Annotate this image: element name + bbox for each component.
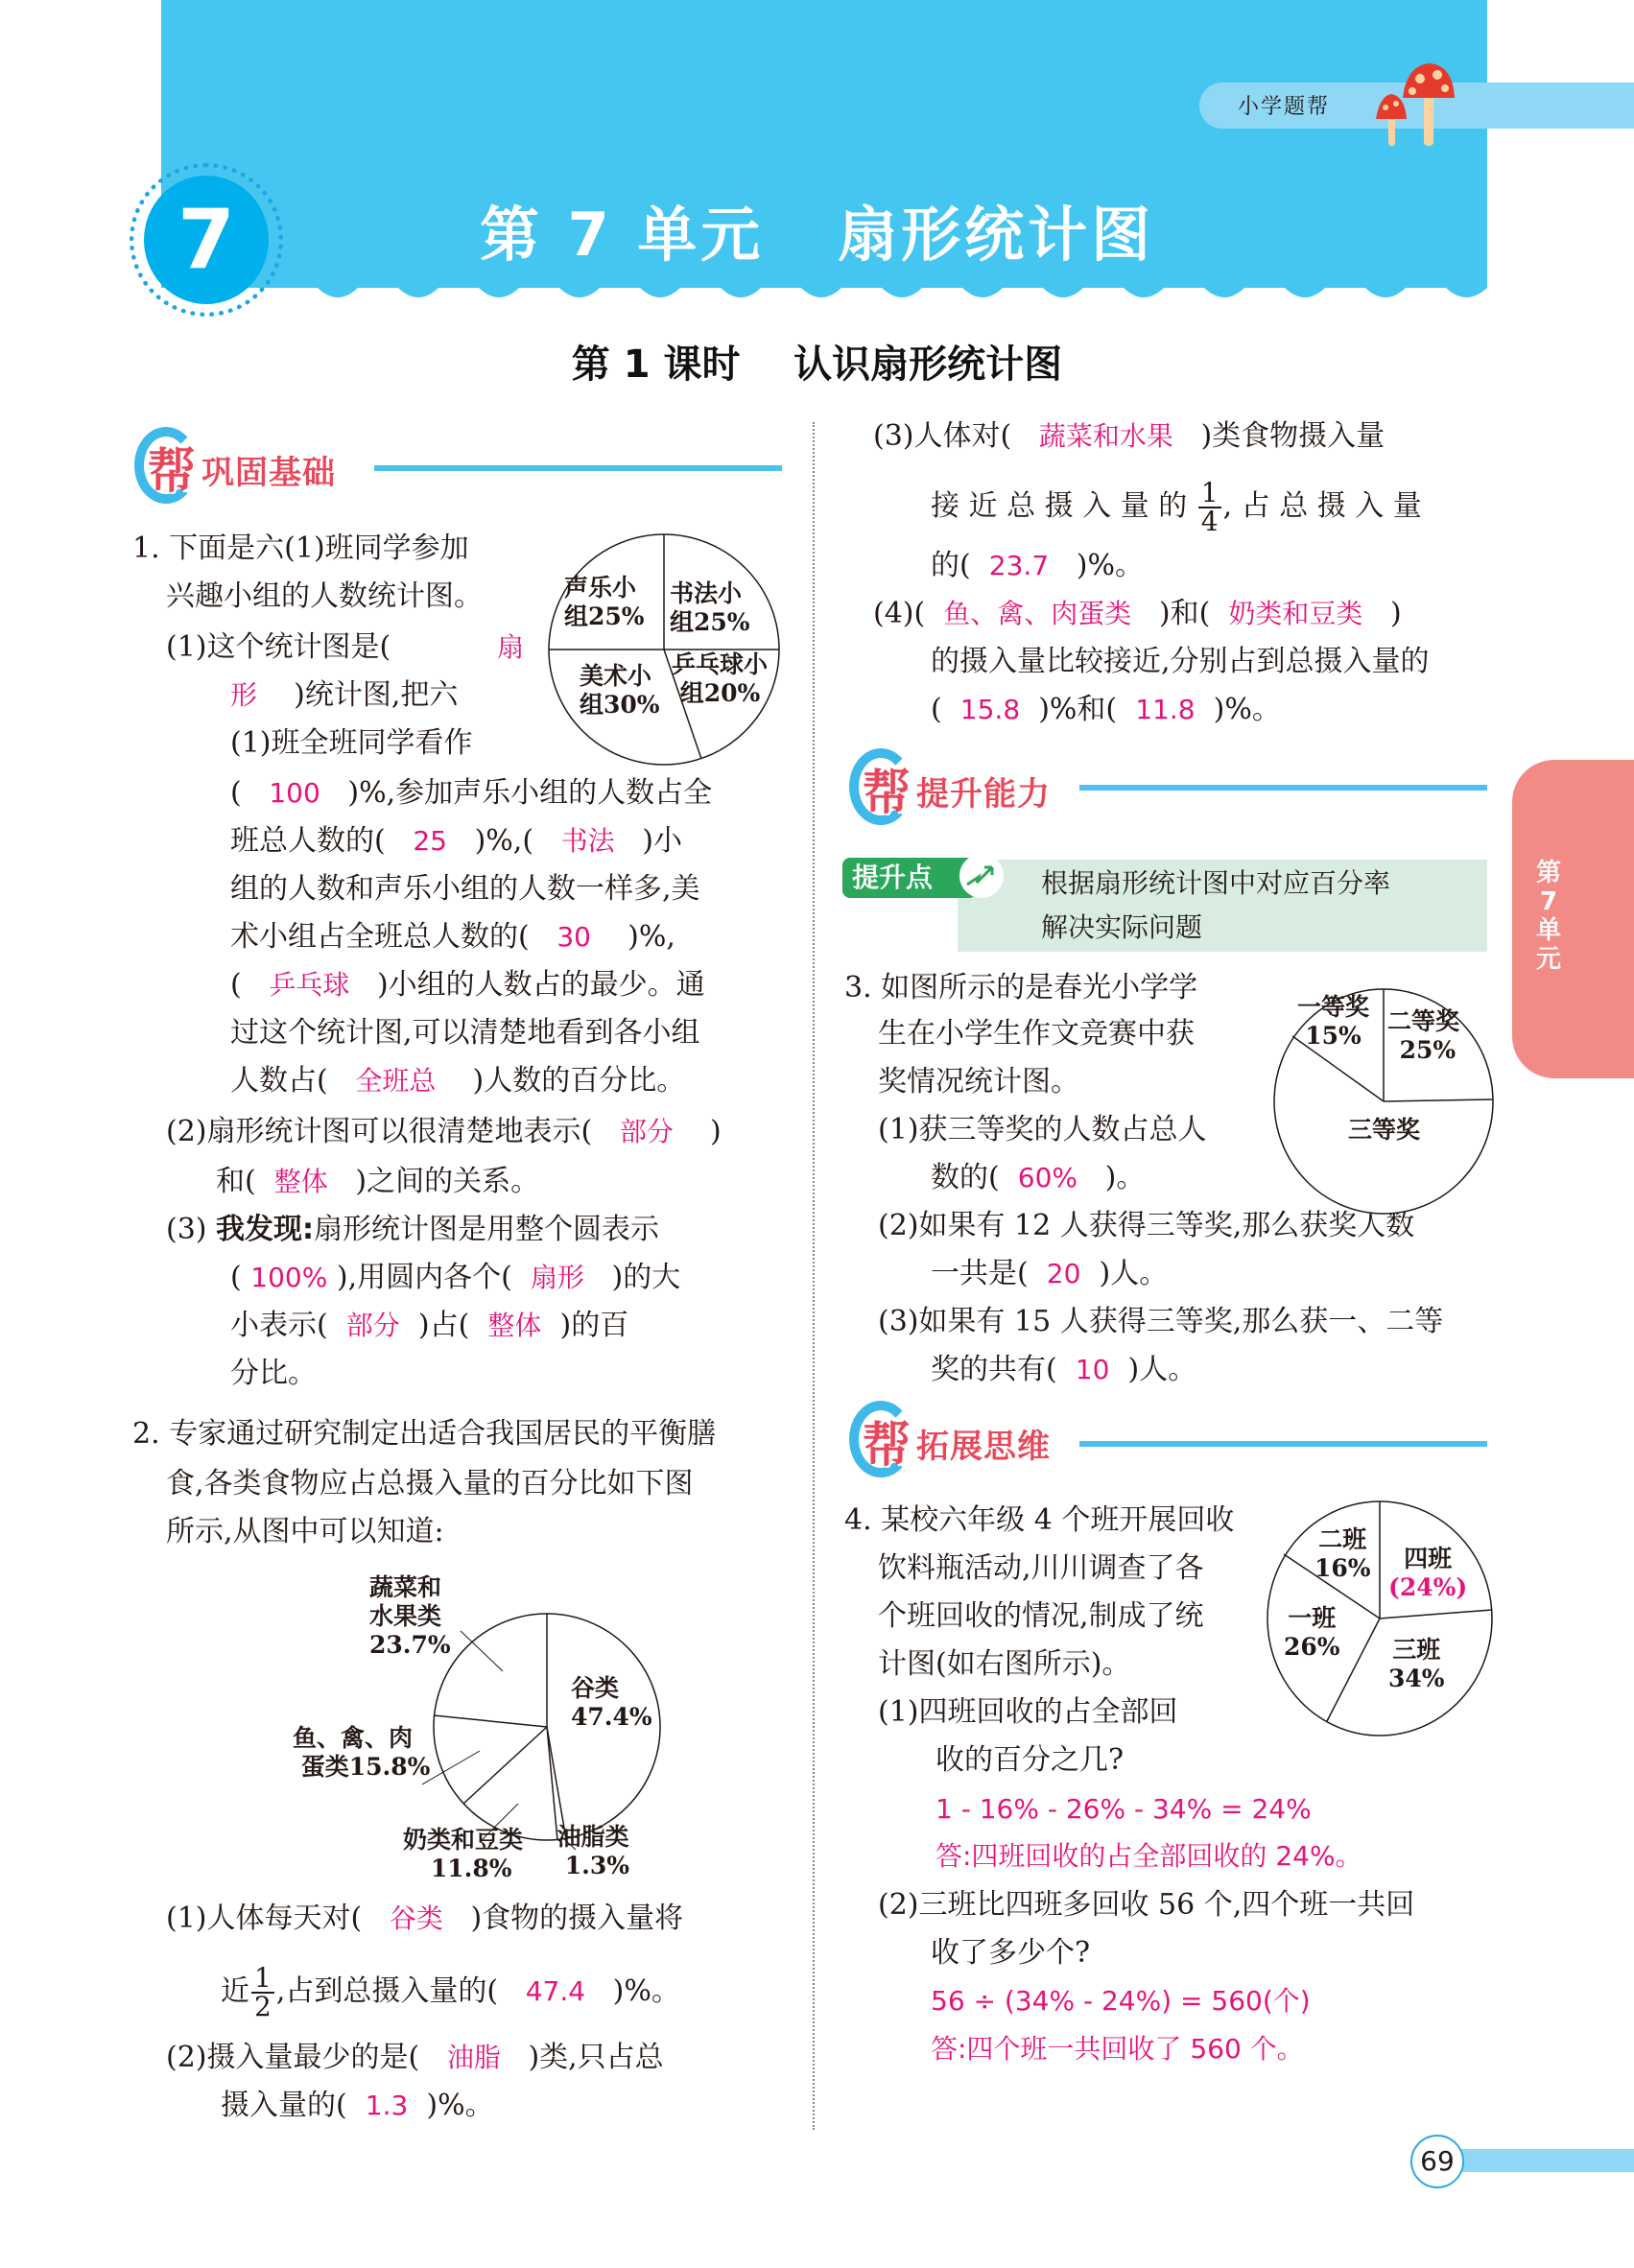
- answer-blank: 书法: [560, 825, 615, 857]
- answer-blank: 鱼、禽、肉蛋类: [943, 598, 1132, 629]
- bang-icon: 帮: [863, 1417, 911, 1473]
- section-title: 拓展思维: [916, 1428, 1051, 1466]
- q1-p2-line1: (2)扇形统计图可以很清楚地表示( 部分 ): [166, 1115, 722, 1148]
- q4-p2-line1: (2)三班比四班多回收 56 个,四个班一共回: [878, 1888, 1415, 1922]
- answer-blank: 11.8: [1135, 694, 1196, 725]
- q3-stem-line1: 3. 如图所示的是春光小学学: [844, 971, 1198, 1004]
- q2-p1-line2: 近 $\frac{1}{2}$ ,占到总摄入量的( 47.4 )%。: [221, 1962, 680, 2022]
- q1-p3-line2: ( 100% ),用圆内各个( 扇形 )的大: [230, 1261, 681, 1294]
- section-title: 提升能力: [916, 775, 1051, 814]
- answer-blank: 乒乓球: [269, 969, 350, 1001]
- pie-label: 三等奖: [1348, 1116, 1421, 1144]
- q3-p1-line1: (1)获三等奖的人数占总人: [878, 1113, 1207, 1146]
- pie-label: 二班 16%: [1314, 1525, 1371, 1582]
- q1-p1-line7: 术小组占全班总人数的( 30 )%,: [230, 920, 675, 954]
- q2-p3-line1: (3)人体对( 蔬菜和水果 )类食物摄入量: [873, 419, 1385, 453]
- answer-blank: 30: [557, 921, 591, 953]
- lesson-title: 第 1 课时 认识扇形统计图: [571, 343, 1063, 387]
- pie-label: 二等奖 25%: [1387, 1007, 1460, 1064]
- side-tab-label: 第 7 单 元: [1535, 859, 1561, 974]
- column-divider: [813, 422, 815, 2130]
- q4-p1-calculation: 1 - 16% - 26% - 34% = 24%: [935, 1793, 1312, 1825]
- q1-p3-line4: 分比。: [230, 1357, 317, 1390]
- q4-p2-answer: 答:四个班一共回收了 560 个。: [931, 2033, 1304, 2065]
- answer-blank: 60%: [1017, 1162, 1078, 1193]
- answer-blank: 奶类和豆类: [1228, 598, 1363, 629]
- q2-p3-line3: 的( 23.7 )%。: [931, 549, 1144, 582]
- q2-p1-line1: (1)人体每天对( 谷类 )食物的摄入量将: [166, 1902, 684, 1935]
- q3-p3-line2: 奖的共有( 10 )人。: [931, 1353, 1197, 1386]
- q4-p1-answer: 答:四班回收的占全部回收的 24%。: [935, 1840, 1362, 1872]
- pie-label: 三班 34%: [1388, 1636, 1445, 1692]
- answer-blank: 油脂: [446, 2042, 501, 2073]
- answer-blank: 100%: [250, 1262, 328, 1293]
- pie-label: 蔬菜和 水果类 23.7%: [369, 1573, 451, 1659]
- pie-label: 奶类和豆类 11.8%: [403, 1826, 524, 1882]
- answer-blank: 20: [1046, 1258, 1081, 1289]
- q2-stem-line3: 所示,从图中可以知道:: [166, 1515, 444, 1548]
- pie-label: 谷类 47.4%: [571, 1674, 652, 1731]
- q4-p1-line1: (1)四班回收的占全部回: [878, 1695, 1178, 1729]
- answer-blank: 扇: [497, 631, 525, 663]
- answer-blank: 全班总: [355, 1065, 437, 1097]
- q3-stem-line2: 生在小学生作文竞赛中获: [878, 1017, 1195, 1051]
- q4-stem-line1: 4. 某校六年级 4 个班开展回收: [844, 1503, 1235, 1537]
- section-rule: [1079, 1441, 1487, 1447]
- bang-icon: 帮: [148, 443, 196, 499]
- q1-p3-line1: (3) 我发现:扇形统计图是用整个圆表示: [166, 1213, 660, 1246]
- answer-blank: 部分: [345, 1310, 400, 1341]
- q2-p2-line2: 摄入量的( 1.3 )%。: [221, 2089, 494, 2122]
- q1-p1-line2: 形 )统计图,把六: [230, 678, 459, 712]
- q1-p3-line3: 小表示( 部分 )占( 整体 )的百: [230, 1309, 629, 1342]
- tip-text: 根据扇形统计图中对应百分率 解决实际问题: [1041, 867, 1391, 943]
- q1-p1-line6: 组的人数和声乐小组的人数一样多,美: [230, 872, 700, 906]
- page-number: 69: [1410, 2135, 1464, 2188]
- arrow-up-right-icon: [959, 854, 1004, 898]
- pie-label: 一等奖 15%: [1297, 993, 1370, 1050]
- q1-stem-line2: 兴趣小组的人数统计图。: [166, 579, 483, 613]
- answer-blank: 扇形: [530, 1262, 584, 1293]
- q2-p4-line1: (4)( 鱼、禽、肉蛋类 )和( 奶类和豆类 ): [873, 597, 1402, 630]
- fraction-one-half: $\frac{1}{2}$: [251, 1965, 274, 2020]
- unit-number-badge: 7: [144, 176, 269, 304]
- answer-blank: 部分: [619, 1116, 674, 1147]
- q4-p2-line2: 收了多少个?: [931, 1936, 1091, 1970]
- section-header-extend: [849, 1401, 1487, 1477]
- q2-stem-line1: 2. 专家通过研究制定出适合我国居民的平衡膳: [132, 1417, 717, 1451]
- answer-blank: 整体: [487, 1310, 542, 1341]
- answer-blank: 23.7: [988, 550, 1050, 581]
- q1-p1-line4: ( 100 )%,参加声乐小组的人数占全: [230, 776, 713, 810]
- q1-p1-line10: 人数占( 全班总 )人数的百分比。: [230, 1064, 686, 1098]
- tip-badge: 提升点: [842, 858, 977, 898]
- fraction-one-quarter: $\frac{1}{4}$: [1198, 480, 1221, 535]
- q1-p1-line9: 过这个统计图,可以清楚地看到各小组: [230, 1016, 700, 1050]
- q3-stem-line3: 奖情况统计图。: [878, 1065, 1079, 1099]
- q2-p4-line3: ( 15.8 )%和( 11.8 )%。: [931, 693, 1281, 726]
- q1-p1-line8: ( 乒乓球 )小组的人数占的最少。通: [230, 968, 705, 1002]
- page-number-bar: [1458, 2149, 1634, 2172]
- q3-p1-line2: 数的( 60% )。: [931, 1161, 1146, 1194]
- answer-blank: 形: [230, 679, 258, 711]
- q3-p3-line1: (3)如果有 15 人获得三等奖,那么获一、二等: [878, 1305, 1444, 1338]
- section-rule: [1079, 785, 1487, 791]
- q1-p1-line5: 班总人数的( 25 )%,( 书法 )小: [230, 824, 682, 858]
- q2-p3-line2: 接 近 总 摄 入 量 的 $\frac{1}{4}$ , 占 总 摄 入 量: [931, 477, 1422, 537]
- section-rule: [374, 465, 782, 471]
- answer-blank: 1.3: [365, 2090, 409, 2121]
- pie-label: 四班 (24%): [1388, 1545, 1468, 1601]
- brand-label: 小学题帮: [1238, 95, 1331, 119]
- answer-blank: 47.4: [525, 1975, 586, 2007]
- answer-blank: 10: [1075, 1354, 1110, 1385]
- pie-label: 鱼、禽、肉 蛋类15.8%: [293, 1724, 431, 1781]
- answer-blank: 15.8: [959, 694, 1021, 725]
- pie-label: 油脂类 1.3%: [557, 1823, 629, 1879]
- answer-blank: 蔬菜和水果: [1038, 420, 1173, 452]
- q1-p1-line1: (1)这个统计图是(: [166, 630, 391, 664]
- q1-p2-line2: 和( 整体 )之间的关系。: [216, 1165, 540, 1198]
- unit-title: 第 7 单元 扇形统计图: [480, 200, 1155, 270]
- pie-label: 一班 26%: [1284, 1604, 1340, 1661]
- section-header-basics: [134, 427, 782, 504]
- q3-p2-line2: 一共是( 20 )人。: [931, 1257, 1169, 1290]
- pie-label: 乒乓球小 组20%: [672, 650, 769, 707]
- bang-icon: 帮: [863, 765, 911, 820]
- mushroom-icon: [1353, 58, 1468, 149]
- answer-blank: 100: [269, 777, 320, 809]
- header-wave-edge: [161, 269, 1487, 307]
- answer-blank: 谷类: [389, 1902, 443, 1934]
- q2-stem-line2: 食,各类食物应占总摄入量的百分比如下图: [166, 1467, 694, 1500]
- q3-p2-line1: (2)如果有 12 人获得三等奖,那么获奖人数: [878, 1209, 1415, 1242]
- answer-blank: 25: [413, 825, 447, 857]
- q1-p1-line3: (1)班全班同学看作: [230, 726, 473, 760]
- pie-label: 美术小 组30%: [580, 662, 660, 719]
- q2-p4-line2: 的摄入量比较接近,分别占到总摄入量的: [931, 645, 1430, 678]
- q4-p1-line2: 收的百分之几?: [935, 1743, 1125, 1777]
- q1-stem-line1: 1. 下面是六(1)班同学参加: [132, 532, 469, 565]
- section-header-improve: [849, 748, 1487, 825]
- q4-stem-line4: 计图(如右图所示)。: [878, 1647, 1131, 1681]
- answer-blank: 整体: [273, 1166, 328, 1197]
- pie-label: 书法小 组25%: [670, 579, 750, 636]
- q4-stem-line3: 个班回收的情况,制成了统: [878, 1599, 1204, 1633]
- q2-p2-line1: (2)摄入量最少的是( 油脂 )类,只占总: [166, 2041, 664, 2074]
- pie-label: 声乐小 组25%: [564, 574, 645, 630]
- section-title: 巩固基础: [201, 454, 336, 492]
- q4-p2-calculation: 56 ÷ (34% - 24%) = 560(个): [931, 1985, 1311, 2017]
- q4-stem-line2: 饮料瓶活动,川川调查了各: [878, 1551, 1204, 1585]
